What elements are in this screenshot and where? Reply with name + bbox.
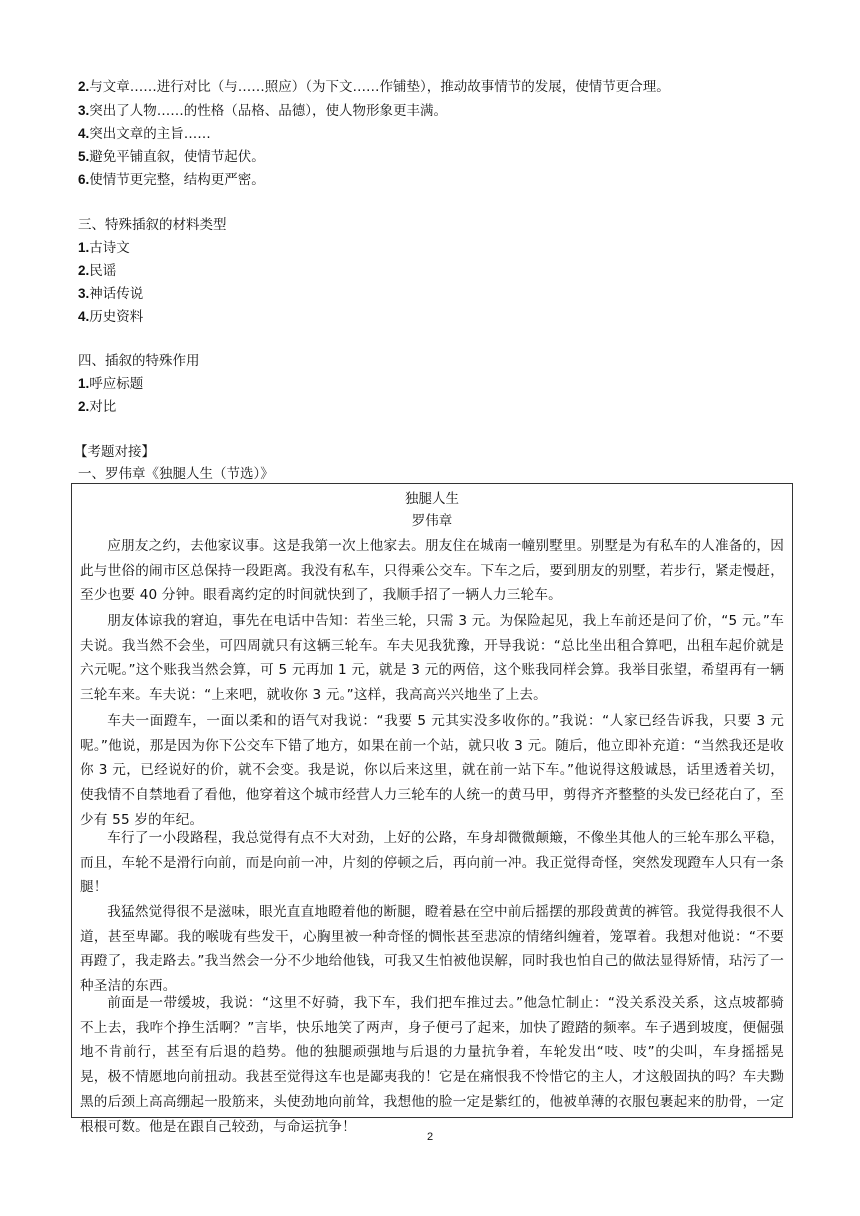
list-number: 4.	[78, 126, 90, 141]
list-number: 2.	[78, 79, 90, 94]
section-heading: 四、插叙的特殊作用	[78, 353, 200, 369]
list-text: 神话传说	[89, 286, 144, 302]
list-text: 呼应标题	[89, 376, 144, 392]
list-text: 与文章……进行对比（与……照应）（为下文……作铺垫），推动故事情节的发展，使情节更合理。	[89, 79, 670, 95]
list-number: 6.	[78, 172, 90, 187]
list-number: 3.	[78, 286, 90, 301]
list-item	[78, 77, 670, 97]
list-number: 5.	[78, 149, 90, 164]
list-number: 1.	[78, 240, 90, 255]
list-text: 突出了人物……的性格（品格、品德），使人物形象更丰满。	[89, 103, 448, 119]
page-number: 2	[426, 1131, 434, 1143]
list-text: 突出文章的主旨……	[89, 126, 211, 142]
article-paragraph: 应朋友之约，去他家议事。这是我第一次上他家去。朋友住在城南一幢别墅里。别墅是为有私车的人准备的，因此与世俗的闹市区总保持一段距离。我没有私车，只得乘公交车。下车之后，要到朋友的别墅，若步行，紧走慢赶，至少也要 40 分钟。眼看离约定的时间就快到了，我顺手招了一辆人力三轮车。	[80, 538, 784, 604]
list-text: 避免平铺直叙，使情节起伏。	[89, 149, 265, 165]
list-text: 民谣	[89, 263, 117, 279]
list-text: 历史资料	[89, 309, 144, 325]
exam-header: 【考题对接】	[74, 444, 155, 460]
list-number: 4.	[78, 309, 90, 324]
article-paragraph: 车行了一小段路程，我总觉得有点不大对劲，上好的公路，车身却微微颠簸，不像坐其他人的三轮车那么平稳，而且，车轮不是滑行向前，而是向前一冲，片刻的停顿之后，再向前一冲。我正觉得奇怪，突然发现蹬车人只有一条腿！	[80, 830, 784, 896]
list-number: 3.	[78, 103, 90, 118]
list-text: 古诗文	[89, 240, 130, 256]
list-item	[78, 124, 211, 144]
list-text: 使情节更完整，结构更严密。	[89, 172, 265, 188]
article-author: 罗伟章	[411, 513, 453, 529]
list-number: 2.	[78, 263, 90, 278]
article-paragraph: 车夫一面蹬车，一面以柔和的语气对我说：“我要 5 元其实没多收你的。”我说：“人家已经告诉我，只要 3 元呢。”他说，那是因为你下公交车下错了地方，如果在前一个站，就只收 3 元。随后，他立即补充道：“当然我还是收你 3 元，已经说好的价，就不会变。我是说，你以后来这里，就在前一站下车。”他说得这般诚恳，话里透着关切，使我情不自禁地看了看他，他穿着这个城市经营人力三轮车的人统一的黄马甲，剪得齐齐整整的头发已经花白了，至少有 55 岁的年纪。	[80, 713, 784, 828]
list-item	[78, 147, 265, 167]
list-item	[78, 374, 143, 394]
list-item	[78, 101, 447, 121]
list-item	[78, 397, 116, 417]
article-title: 独腿人生	[405, 491, 459, 507]
article-box	[71, 483, 793, 1135]
list-number: 2.	[78, 399, 90, 414]
list-text: 对比	[89, 399, 117, 415]
article-paragraph: 前面是一带缓坡，我说：“这里不好骑，我下车，我们把车推过去。”他急忙制止：“没关系没关系，这点坡都骑不上去，我咋个挣生活啊？”言毕，快乐地笑了两声，身子便弓了起来，加快了蹬踏的频率。车子遇到坡度，便倔强地不肯前行，甚至有后退的趋势。他的独腿顽强地与后退的力量抗争着，车轮发出“吱、吱”的尖叫，车身摇摇晃晃，极不情愿地向前扭动。我甚至觉得这车也是鄙夷我的！它是在痛恨我不怜惜它的主人，才这般固执的吗？车夫黝黑的后颈上高高绷起一股筋来，头使劲地向前耸，我想他的脸一定是紫红的，他被单薄的衣服包裹起来的肋骨，一定根根可数。他是在跟自己较劲，与命运抗争！	[80, 995, 784, 1135]
section-heading: 三、特殊插叙的材料类型	[78, 217, 227, 233]
list-item	[78, 238, 130, 258]
list-item	[78, 261, 116, 281]
list-item	[78, 170, 265, 190]
list-number: 1.	[78, 376, 90, 391]
list-item	[78, 307, 143, 327]
exam-subheader: 一、罗伟章《独腿人生（节选）》	[78, 466, 274, 482]
list-item	[78, 284, 143, 304]
article-paragraph: 朋友体谅我的窘迫，事先在电话中告知：若坐三轮，只需 3 元。为保险起见，我上车前还是问了价，“5 元。”车夫说。我当然不会坐，可四周就只有这辆三轮车。车夫见我犹豫，开导我说：“总比坐出租合算吧，出租车起价就是六元呢。”这个账我当然会算，可 5 元再加 1 元，就是 3 元的两倍，这个账我同样会算。我举目张望，希望再有一辆三轮车来。车夫说：“上来吧，就收你 3 元。”这样，我高高兴兴地坐了上去。	[80, 613, 784, 704]
article-paragraph: 我猛然觉得很不是滋味，眼光直直地瞪着他的断腿，瞪着悬在空中前后摇摆的那段黄黄的裤管。我觉得我很不人道，甚至卑鄙。我的喉咙有些发干，心胸里被一种奇怪的惆怅甚至悲凉的情绪纠缠着，笼罩着。我想对他说：“不要再蹬了，我走路去。”我当然会一分不少地给他钱，可我又生怕被他误解，同时我也怕自己的做法显得矫情，玷污了一种圣洁的东西。	[80, 904, 784, 995]
